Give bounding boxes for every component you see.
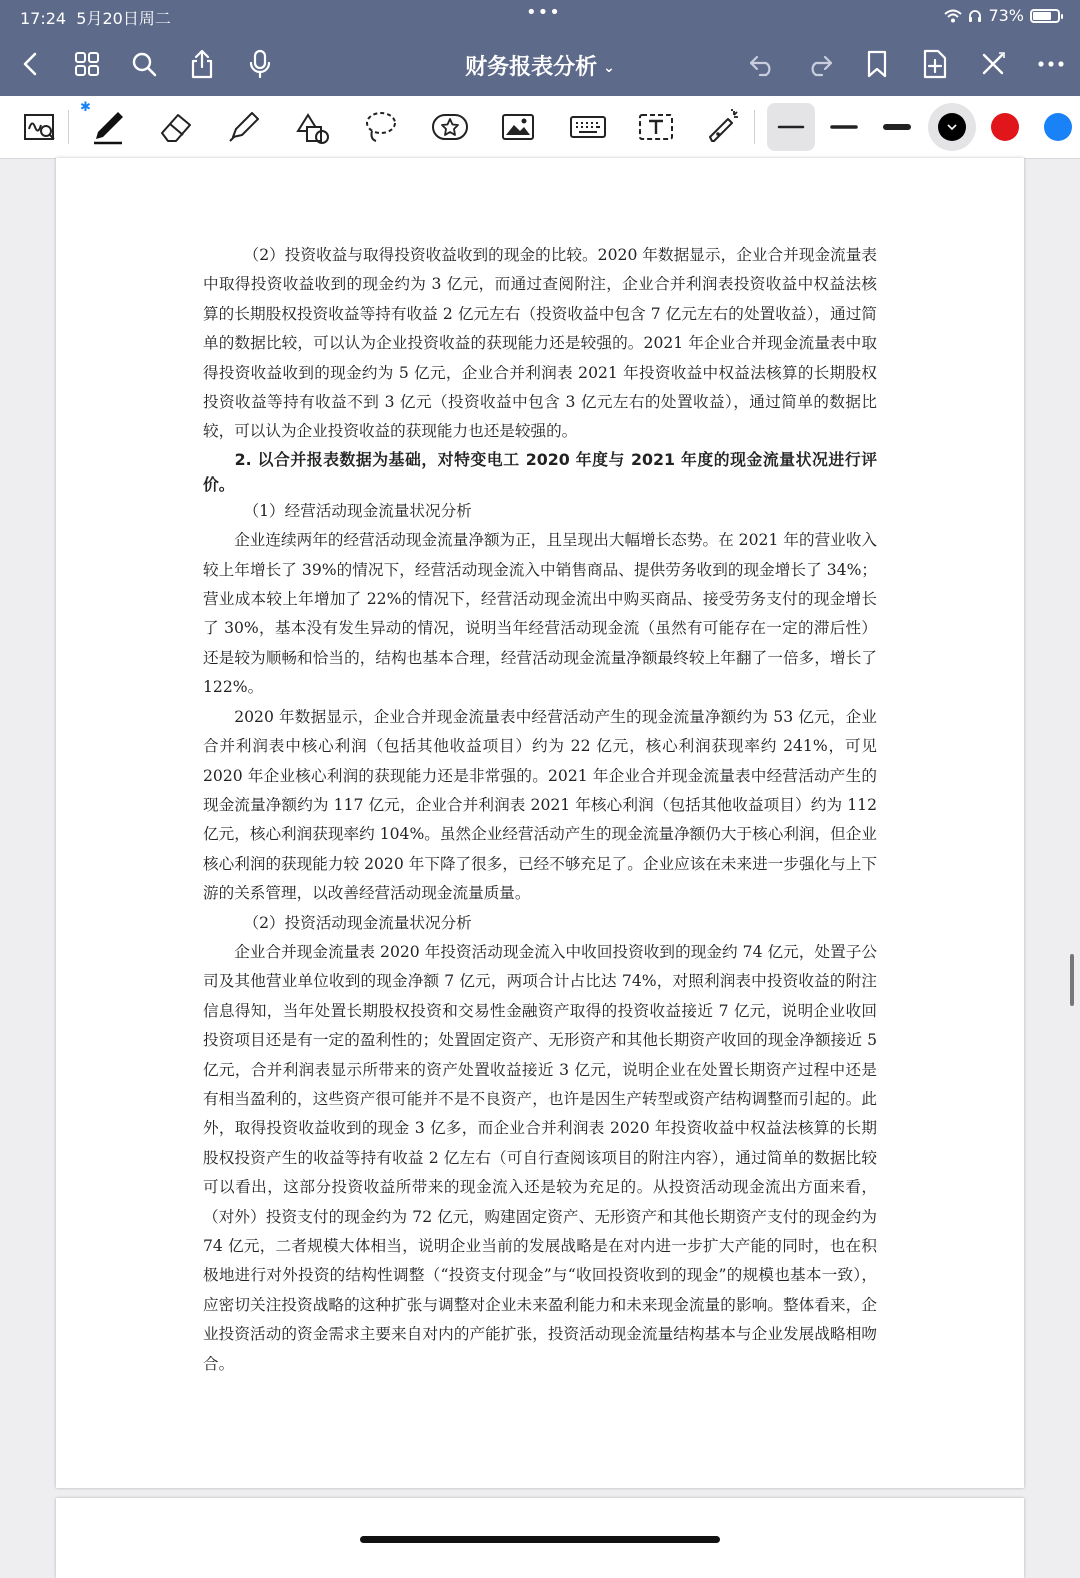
keyboard-tool-icon[interactable]	[564, 103, 612, 151]
toolbar-divider	[754, 110, 755, 144]
stroke-thick-option[interactable]	[873, 103, 921, 151]
body-paragraph: 企业合并现金流量表 2020 年投资活动现金流入中收回投资收到的现金约 74 亿元，处置子公司及其他营业单位收到的现金净额 7 亿元，两项合计占比达 74%，对照利润表中投资收益的附注信息得知，当年处置长期股权投资和交易性金融资产取得的投资收益接近 7 亿元，说明企业收回投资项目还是有一定的盈利性的；处置固定资产、无形资产和其他长期资产收回的现金净额接近 5 亿元，合并利润表显示所带来的资产处置收益接近 3 亿元，说明企业在处置长期资产过程中还是有相当盈利的，这些资产很可能并不是不良资产，也许是因生产转型或资产结构调整而引起的。此外，取得投资收益收到的现金 3 亿多，而企业合并利润表 2020 年投资收益中权益法核算的长期股权投资产生的收益等持有收益 2 亿左右（可自行查阅该项目的附注内容），通过简单的数据比较可以看出，这部分投资收益所带来的现金流入还是较为充足的。从投资活动现金流出方面来看，（对外）投资支付的现金约为 72 亿元，购建固定资产、无形资产和其他长期资产支付的现金约为 74 亿元，二者规模大体相当，说明企业当前的发展战略是在对内进一步扩大产能的同时，也在积极地进行对外投资的结构性调整（“投资支付现金”与“收回投资收到的现金”的规模也基本一致），应密切关注投资战略的这种扩张与调整对企业未来盈利能力和未来现金流量的影响。整体看来，企业投资活动的资金需求主要来自对内的产能扩张，投资活动现金流量结构基本与企业发展战略相吻合。	[203, 942, 877, 1373]
stroke-medium-option[interactable]	[820, 103, 868, 151]
image-tool-icon[interactable]	[494, 103, 542, 151]
chevron-down-icon	[947, 124, 957, 130]
pen-tool-icon[interactable]	[84, 103, 132, 151]
shapes-tool-icon[interactable]	[288, 103, 336, 151]
highlighter-tool-icon[interactable]	[220, 103, 268, 151]
status-date: 5月20日周二	[76, 9, 171, 28]
scrollbar[interactable]	[1070, 954, 1074, 1006]
eraser-tool-icon[interactable]	[152, 103, 200, 151]
status-bar	[0, 0, 1080, 32]
body-paragraph: 2020 年数据显示，企业合并现金流量表中经营活动产生的现金流量净额约为 53 亿元，企业合并利润表中核心利润（包括其他收益项目）约为 22 亿元，核心利润获现率约 241%，可见 2020 年企业核心利润的获现能力还是非常强的。2021 年企业合并现金流量表中经营活动产生的现金流量净额约为 117 亿元，企业合并利润表 2021 年核心利润（包括其他收益项目）约为 112 亿元，核心利润获现率约 104%。虽然企业经营活动产生的现金流量净额仍大于核心利润，但企业核心利润的获现能力较 2020 年下降了很多，已经不够充足了。企业应该在未来进一步强化与上下游的关系管理，以改善经营活动现金流量质量。	[203, 707, 877, 903]
body-paragraph: （2）投资收益与取得投资收益收到的现金的比较。2020 年数据显示，企业合并现金流量表中取得投资收益收到的现金约为 3 亿元，而通过查阅附注，企业合并利润表投资收益中权益法核算的长期股权投资收益等持有收益 2 亿元左右（投资收益中包含 7 亿元左右的处置收益），通过简单的数据比较，可以认为企业投资收益的获现能力还是较强的。2021 年企业合并现金流量表中取得投资收益收到的现金约为 5 亿元，企业合并利润表 2021 年投资收益中权益法核算的长期股权投资收益等持有收益不到 3 亿元（投资收益中包含 3 亿元左右的处置收益），通过简单的数据比较，可以认为企业投资收益的获现能力也还是较强的。	[203, 246, 877, 441]
add-page-icon[interactable]	[915, 44, 955, 84]
section-heading: 2. 以合并报表数据为基础，对特变电工 2020 年度与 2021 年度的现金流量状况进行评价。	[203, 449, 877, 494]
document-page[interactable]	[56, 158, 1024, 1488]
pen-toolbar	[0, 96, 1080, 159]
zoom-writing-icon[interactable]	[16, 103, 64, 151]
color-red-swatch[interactable]	[981, 103, 1029, 151]
body-paragraph: （2）投资活动现金流量状况分析	[243, 913, 472, 932]
top-bar	[0, 0, 1080, 96]
redo-icon[interactable]	[800, 44, 840, 84]
wifi-icon	[944, 9, 962, 23]
lasso-tool-icon[interactable]	[356, 103, 404, 151]
sticker-tool-icon[interactable]	[426, 103, 474, 151]
document-title[interactable]: 财务报表分析 ⌄	[465, 55, 615, 80]
headphones-icon	[968, 9, 982, 23]
body-paragraph: （1）经营活动现金流量状况分析	[243, 501, 472, 520]
color-blue-swatch[interactable]	[1034, 103, 1080, 151]
body-paragraph: 企业连续两年的经营活动现金流量净额为正，且呈现出大幅增长态势。在 2021 年的营业收入较上年增长了 39%的情况下，经营活动现金流入中销售商品、提供劳务收到的现金增长了 34%；营业成本较上年增加了 22%的情况下，经营活动现金流出中购买商品、接受劳务支付的现金增长了 30%，基本没有发生异动的情况，说明当年经营活动现金流（虽然有可能存在一定的滞后性）还是较为顺畅和恰当的，结构也基本合理，经营活动现金流量净额最终较上年翻了一倍多，增长了 122%。	[203, 531, 877, 697]
chevron-down-icon: ⌄	[603, 60, 615, 76]
battery-percent: 73%	[988, 6, 1024, 25]
bookmark-icon[interactable]	[857, 44, 897, 84]
nav-bar	[0, 32, 1080, 96]
stroke-thin-option[interactable]	[767, 103, 815, 151]
toolbar-divider	[68, 110, 69, 144]
status-time: 17:24 5月20日周二	[20, 9, 171, 28]
document-body	[203, 241, 877, 1379]
close-pen-icon[interactable]	[973, 44, 1013, 84]
home-indicator[interactable]	[360, 1536, 720, 1543]
status-right	[944, 6, 1060, 25]
more-icon[interactable]	[1031, 44, 1071, 84]
bluetooth-icon: ✱	[80, 100, 91, 115]
laser-pointer-icon[interactable]	[700, 103, 748, 151]
text-tool-icon[interactable]	[632, 103, 680, 151]
battery-icon	[1030, 9, 1060, 23]
undo-icon[interactable]	[742, 44, 782, 84]
multitasking-dots[interactable]: •••	[526, 2, 561, 23]
color-black-swatch[interactable]	[928, 103, 976, 151]
